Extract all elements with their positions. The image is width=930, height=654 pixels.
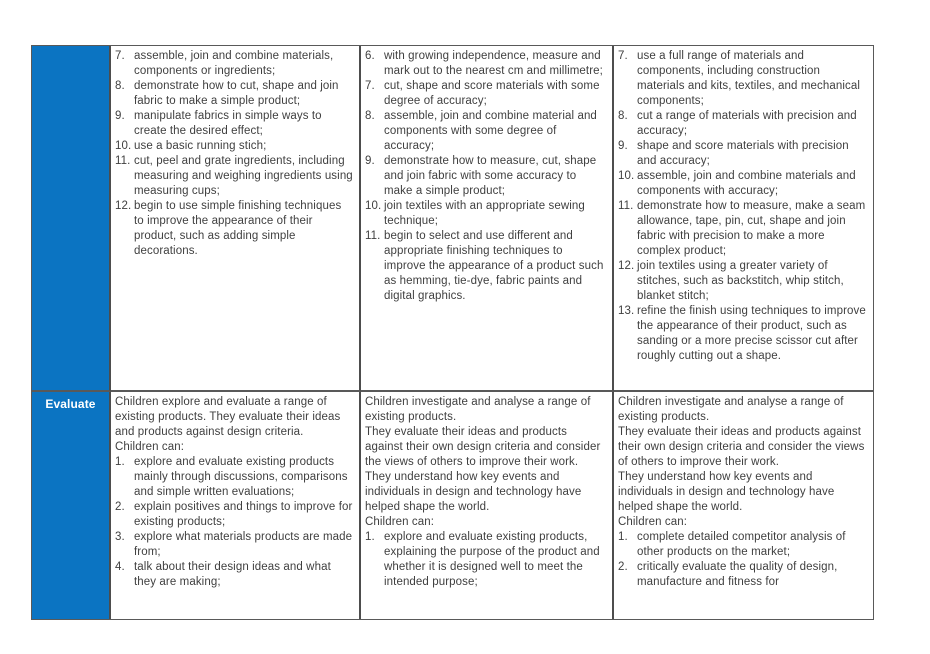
list-item: [618, 304, 868, 364]
list-item: [115, 154, 354, 199]
list-number: 10.: [618, 170, 635, 182]
curriculum-table: [31, 45, 874, 620]
list-item: [115, 49, 354, 79]
list-item: [365, 49, 607, 79]
paragraph: Children investigate and analyse a range of existing products.: [365, 396, 591, 423]
table-cell-evaluate-col3: [614, 392, 873, 619]
list-item-text: demonstrate how to measure, make a seam allowance, tape, pin, cut, shape and join fabric with precision to make a more complex product;: [637, 200, 866, 257]
list-item-text: shape and score materials with precision and accuracy;: [637, 140, 849, 167]
list-item: [365, 79, 607, 109]
list-item: [618, 49, 868, 109]
list-item-text: explain positives and things to improve for existing products;: [134, 501, 353, 528]
paragraph: Children can:: [115, 441, 185, 453]
list-number: 2.: [618, 561, 628, 573]
paragraph: Children can:: [618, 516, 688, 528]
list-number: 2.: [115, 501, 125, 513]
row-header-cell-continued: [32, 46, 111, 392]
list-number: 9.: [365, 155, 375, 167]
list-number: 11.: [115, 155, 131, 167]
list-item: [115, 199, 354, 259]
paragraph: They understand how key events and individuals in design and technology have helped shape the world.: [618, 471, 835, 513]
table-cell-evaluate-col2: [361, 392, 614, 619]
list-item-text: explore what materials products are made from;: [134, 531, 353, 558]
list-number: 9.: [618, 140, 628, 152]
list-number: 11.: [618, 200, 634, 212]
list-item: [618, 530, 868, 560]
list-item-text: use a full range of materials and components, including construction materials and kits, textiles, and mechanical components;: [637, 50, 861, 107]
list-item: [365, 199, 607, 229]
list-number: 9.: [115, 110, 125, 122]
row-label-evaluate: Evaluate: [45, 397, 96, 411]
list-item-text: refine the finish using techniques to improve the appearance of their product, such as sanding or a more precise scissor cut after roughly cutting out a shape.: [637, 305, 866, 362]
table-cell-making-col3: [614, 46, 873, 392]
list-number: 8.: [618, 110, 628, 122]
list-item-text: complete detailed competitor analysis of other products on the market;: [637, 531, 846, 558]
list-number: 10.: [365, 200, 382, 212]
list-item: [618, 139, 868, 169]
list-number: 11.: [365, 230, 381, 242]
list-number: 1.: [365, 531, 375, 543]
list-item-text: with growing independence, measure and mark out to the nearest cm and millimetre;: [384, 50, 603, 77]
list-item: [365, 154, 607, 199]
paragraph: Children explore and evaluate a range of existing products. They evaluate their ideas and products against design criteria.: [115, 396, 341, 438]
list-item: [365, 530, 607, 590]
list-item-text: demonstrate how to measure, cut, shape and join fabric with some accuracy to make a simple product;: [384, 155, 597, 197]
list-item-text: cut, peel and grate ingredients, including measuring and weighing ingredients using measuring cups;: [134, 155, 353, 197]
list-number: 7.: [365, 80, 375, 92]
list-number: 7.: [115, 50, 125, 62]
list-number: 13.: [618, 305, 635, 317]
list-item-text: assemble, join and combine material and components with some degree of accuracy;: [384, 110, 597, 152]
paragraph: They evaluate their ideas and products against their own design criteria and consider the views of others to improve their work.: [365, 426, 601, 468]
list-number: 12.: [618, 260, 635, 272]
list-item: [115, 560, 354, 590]
paragraph: They understand how key events and individuals in design and technology have helped shape the world.: [365, 471, 582, 513]
list-item-text: manipulate fabrics in simple ways to create the desired effect;: [134, 110, 322, 137]
list-item: [618, 109, 868, 139]
table-cell-evaluate-col1: [111, 392, 361, 619]
list-item: [618, 199, 868, 259]
list-item: [618, 259, 868, 304]
list-item: [115, 79, 354, 109]
list-item: [618, 560, 868, 590]
list-number: 8.: [365, 110, 375, 122]
list-item: [115, 530, 354, 560]
list-number: 6.: [365, 50, 375, 62]
list-item-text: explore and evaluate existing products mainly through discussions, comparisons and simple written evaluations;: [134, 456, 348, 498]
list-item-text: join textiles with an appropriate sewing technique;: [384, 200, 585, 227]
list-item-text: assemble, join and combine materials and components with accuracy;: [637, 170, 856, 197]
list-number: 10.: [115, 140, 132, 152]
row-header-cell-evaluate: [32, 392, 111, 619]
list-number: 8.: [115, 80, 125, 92]
list-item: [115, 139, 354, 154]
list-item-text: assemble, join and combine materials, components or ingredients;: [134, 50, 334, 77]
list-item: [618, 169, 868, 199]
list-item-text: cut, shape and score materials with some degree of accuracy;: [384, 80, 600, 107]
list-item-text: talk about their design ideas and what they are making;: [134, 561, 331, 588]
table-cell-making-col2: [361, 46, 614, 392]
paragraph: Children investigate and analyse a range of existing products.: [618, 396, 844, 423]
list-number: 1.: [115, 456, 125, 468]
paragraph: They evaluate their ideas and products against their own design criteria and consider the views of others to improve their work.: [618, 426, 865, 468]
list-item-text: begin to use simple finishing techniques to improve the appearance of their product, such as adding simple decorations.: [134, 200, 342, 257]
list-item-text: begin to select and use different and appropriate finishing techniques to improve the appearance of a product such as hemming, tie-dye, fabric paints and digital graphics.: [384, 230, 604, 302]
list-number: 7.: [618, 50, 628, 62]
list-item-text: critically evaluate the quality of design, manufacture and fitness for: [637, 561, 838, 588]
list-item-text: join textiles using a greater variety of stitches, such as backstitch, whip stitch, blanket stitch;: [637, 260, 844, 302]
paragraph: Children can:: [365, 516, 435, 528]
list-item: [115, 455, 354, 500]
list-item-text: use a basic running stich;: [134, 140, 267, 152]
list-item: [115, 109, 354, 139]
list-number: 3.: [115, 531, 125, 543]
list-number: 4.: [115, 561, 125, 573]
list-item-text: explore and evaluate existing products, explaining the purpose of the product and whether it is designed well to meet the intended purpose;: [384, 531, 600, 588]
list-item: [365, 229, 607, 304]
list-item-text: demonstrate how to cut, shape and join fabric to make a simple product;: [134, 80, 339, 107]
list-item-text: cut a range of materials with precision and accuracy;: [637, 110, 857, 137]
list-number: 12.: [115, 200, 132, 212]
list-number: 1.: [618, 531, 628, 543]
list-item: [115, 500, 354, 530]
table-cell-making-col1: [111, 46, 361, 392]
list-item: [365, 109, 607, 154]
